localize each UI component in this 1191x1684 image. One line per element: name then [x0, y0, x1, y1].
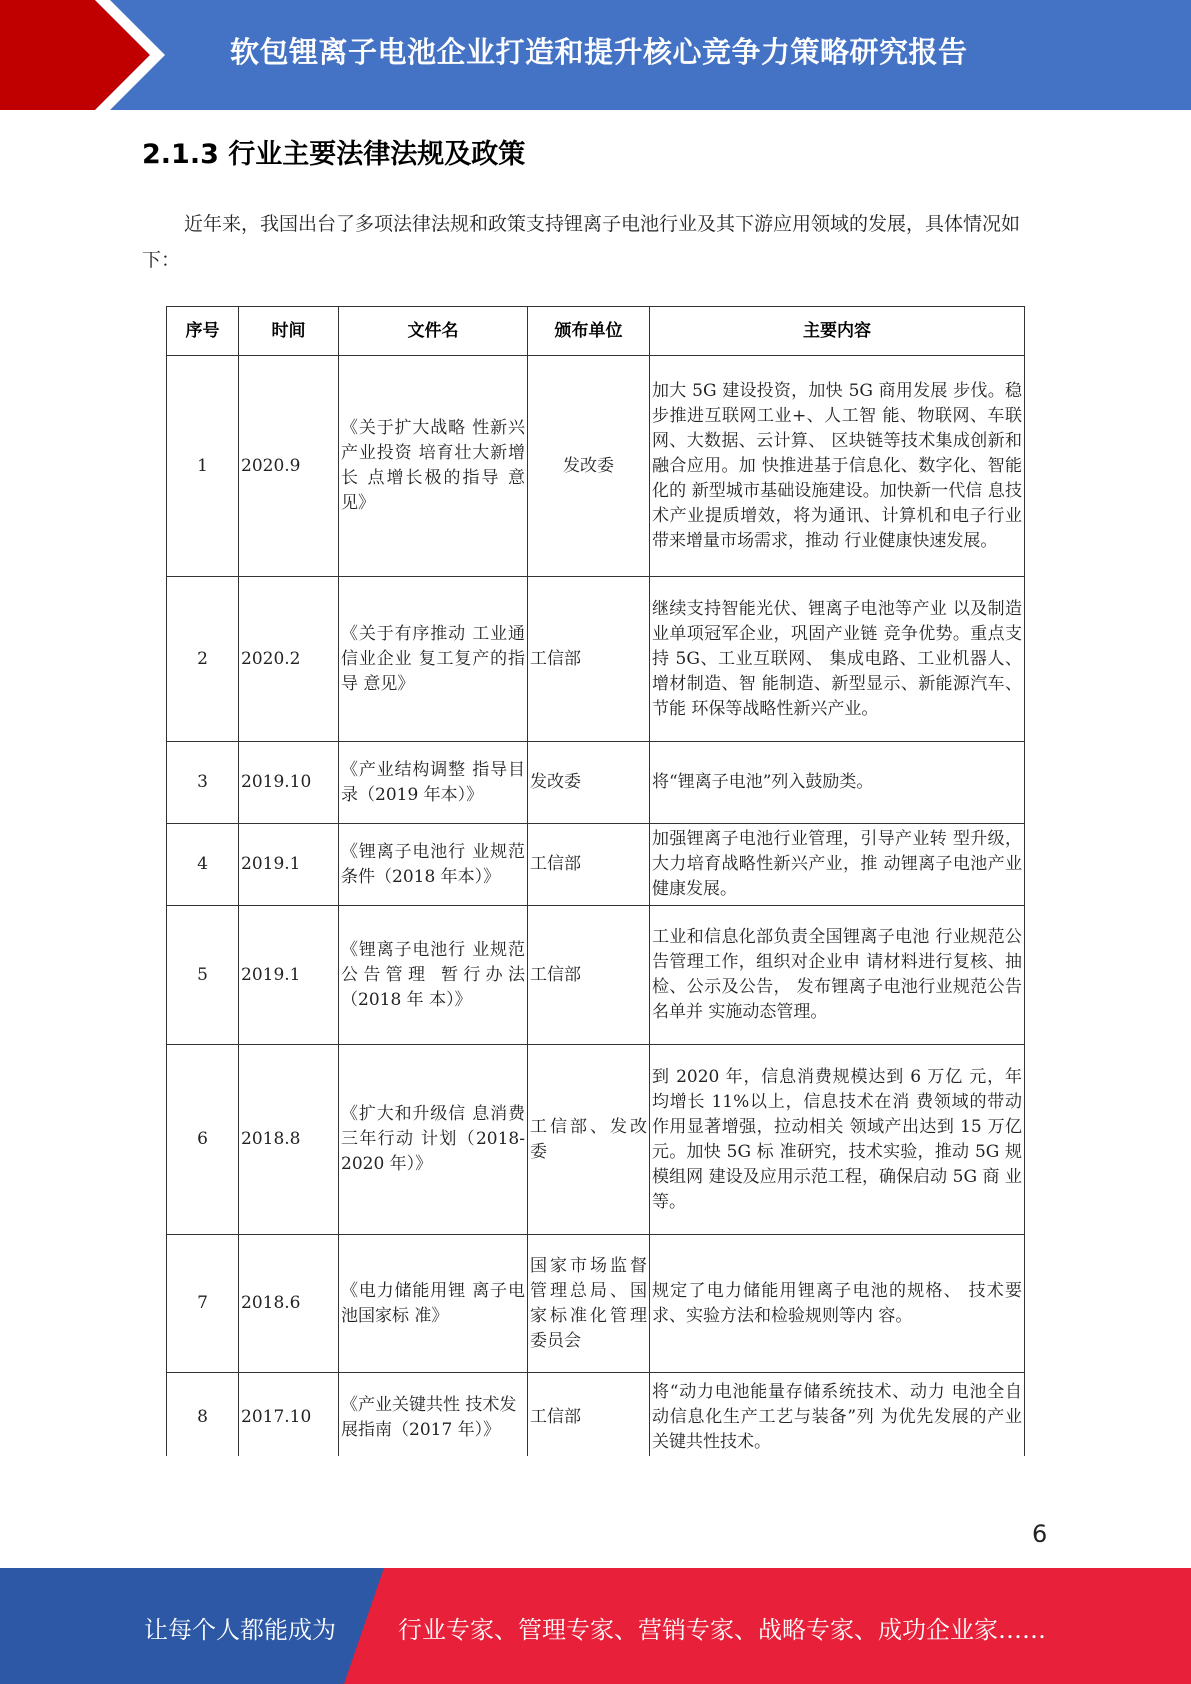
cell-file: 《锂离子电池行 业规范公告管理 暂行办法（2018 年 本）》	[339, 906, 528, 1045]
cell-date: 2018.6	[239, 1235, 339, 1373]
cell-content: 加强锂离子电池行业管理，引导产业转 型升级，大力培育战略性新兴产业，推 动锂离子电池产业健康发展。	[650, 824, 1025, 906]
cell-content: 将“动力电池能量存储系统技术、动力 电池全自动信息化生产工艺与装备”列 为优先发展的产业关键共性技术。	[650, 1373, 1025, 1463]
cell-issuer: 工信部	[528, 906, 650, 1045]
cell-date: 2019.10	[239, 742, 339, 824]
header-issuer: 颁布单位	[528, 307, 650, 356]
cell-content: 规定了电力储能用锂离子电池的规格、 技术要求、实验方法和检验规则等内 容。	[650, 1235, 1025, 1373]
cell-file: 《关于有序推动 工业通信业企业 复工复产的指导 意见》	[339, 577, 528, 742]
header-content: 主要内容	[650, 307, 1025, 356]
cell-issuer: 发改委	[528, 356, 650, 577]
cell-no: 8	[167, 1373, 239, 1463]
table-row	[167, 742, 1025, 824]
table-row	[167, 1373, 1025, 1463]
table-page-break	[166, 1456, 1026, 1472]
cell-no: 5	[167, 906, 239, 1045]
cell-content: 将“锂离子电池”列入鼓励类。	[650, 742, 1025, 824]
table-row	[167, 906, 1025, 1045]
cell-issuer: 工信部	[528, 824, 650, 906]
cell-no: 6	[167, 1045, 239, 1235]
cell-issuer: 工信部、发改委	[528, 1045, 650, 1235]
policy-table	[166, 306, 1025, 1463]
cell-no: 7	[167, 1235, 239, 1373]
header-date: 时间	[239, 307, 339, 356]
table-row	[167, 824, 1025, 906]
page-footer	[0, 1568, 1191, 1684]
header-file: 文件名	[339, 307, 528, 356]
header-title: 软包锂离子电池企业打造和提升核心竞争力策略研究报告	[230, 35, 968, 69]
cell-date: 2020.9	[239, 356, 339, 577]
cell-content: 加大 5G 建设投资，加快 5G 商用发展 步伐。稳步推进互联网工业+、人工智 能、物联网、车联网、大数据、云计算、 区块链等技术集成创新和融合应用。加 快推进基于信息化、数字化、智能化的 新型城市基础设施建设。加快新一代信 息技术产业提质增效，将为通讯、计算机和电子行业带来增量市场需求，推动 行业健康快速发展。	[650, 356, 1025, 577]
cell-content: 到 2020 年，信息消费规模达到 6 万亿 元，年均增长 11%以上，信息技术在消 费领域的带动作用显著增强，拉动相关 领域产出达到 15 万亿元。加快 5G 标 准研究，技术实验，推动 5G 规模组网 建设及应用示范工程，确保启动 5G 商 业等。	[650, 1045, 1025, 1235]
cell-no: 1	[167, 356, 239, 577]
table-row	[167, 1045, 1025, 1235]
footer-slogan-right: 行业专家、管理专家、营销专家、战略专家、成功企业家……	[398, 1616, 1046, 1644]
cell-file: 《产业关键共性 技术发展指南（2017 年）》	[339, 1373, 528, 1463]
cell-issuer: 工信部	[528, 577, 650, 742]
header-red-arrow	[0, 0, 150, 110]
cell-content: 工业和信息化部负责全国锂离子电池 行业规范公告管理工作，组织对企业申 请材料进行复核、抽检、公示及公告， 发布锂离子电池行业规范公告名单并 实施动态管理。	[650, 906, 1025, 1045]
page-number: 6	[1032, 1520, 1048, 1548]
cell-date: 2019.1	[239, 824, 339, 906]
header-no: 序号	[167, 307, 239, 356]
footer-slogan-left: 让每个人都能成为	[144, 1616, 336, 1644]
cell-file: 《关于扩大战略 性新兴产业投资 培育壮大新增长 点增长极的指导 意见》	[339, 356, 528, 577]
intro-paragraph: 近年来，我国出台了多项法律法规和政策支持锂离子电池行业及其下游应用领域的发展，具体情况如下：	[142, 213, 1021, 271]
cell-issuer: 国家市场监督管理总局、国家标准化管理委员会	[528, 1235, 650, 1373]
table-row	[167, 1235, 1025, 1373]
cell-file: 《锂离子电池行 业规范条件（2018 年本）》	[339, 824, 528, 906]
section-heading: 2.1.3 行业主要法律法规及政策	[142, 139, 526, 170]
cell-file: 《扩大和升级信 息消费三年行动 计划（2018-2020 年）》	[339, 1045, 528, 1235]
page-header	[0, 0, 1191, 110]
table-row	[167, 577, 1025, 742]
cell-content: 继续支持智能光伏、锂离子电池等产业 以及制造业单项冠军企业，巩固产业链 竞争优势。重点支持 5G、工业互联网、 集成电路、工业机器人、增材制造、智 能制造、新型显示、新能源汽车、节能 环保等战略性新兴产业。	[650, 577, 1025, 742]
cell-date: 2020.2	[239, 577, 339, 742]
cell-issuer: 工信部	[528, 1373, 650, 1463]
cell-date: 2017.10	[239, 1373, 339, 1463]
table-row	[167, 356, 1025, 577]
cell-date: 2019.1	[239, 906, 339, 1045]
cell-file: 《电力储能用锂 离子电池国家标 准》	[339, 1235, 528, 1373]
cell-no: 4	[167, 824, 239, 906]
cell-issuer: 发改委	[528, 742, 650, 824]
table-header-row	[167, 307, 1025, 356]
cell-file: 《产业结构调整 指导目录（2019 年本）》	[339, 742, 528, 824]
cell-date: 2018.8	[239, 1045, 339, 1235]
cell-no: 3	[167, 742, 239, 824]
cell-no: 2	[167, 577, 239, 742]
